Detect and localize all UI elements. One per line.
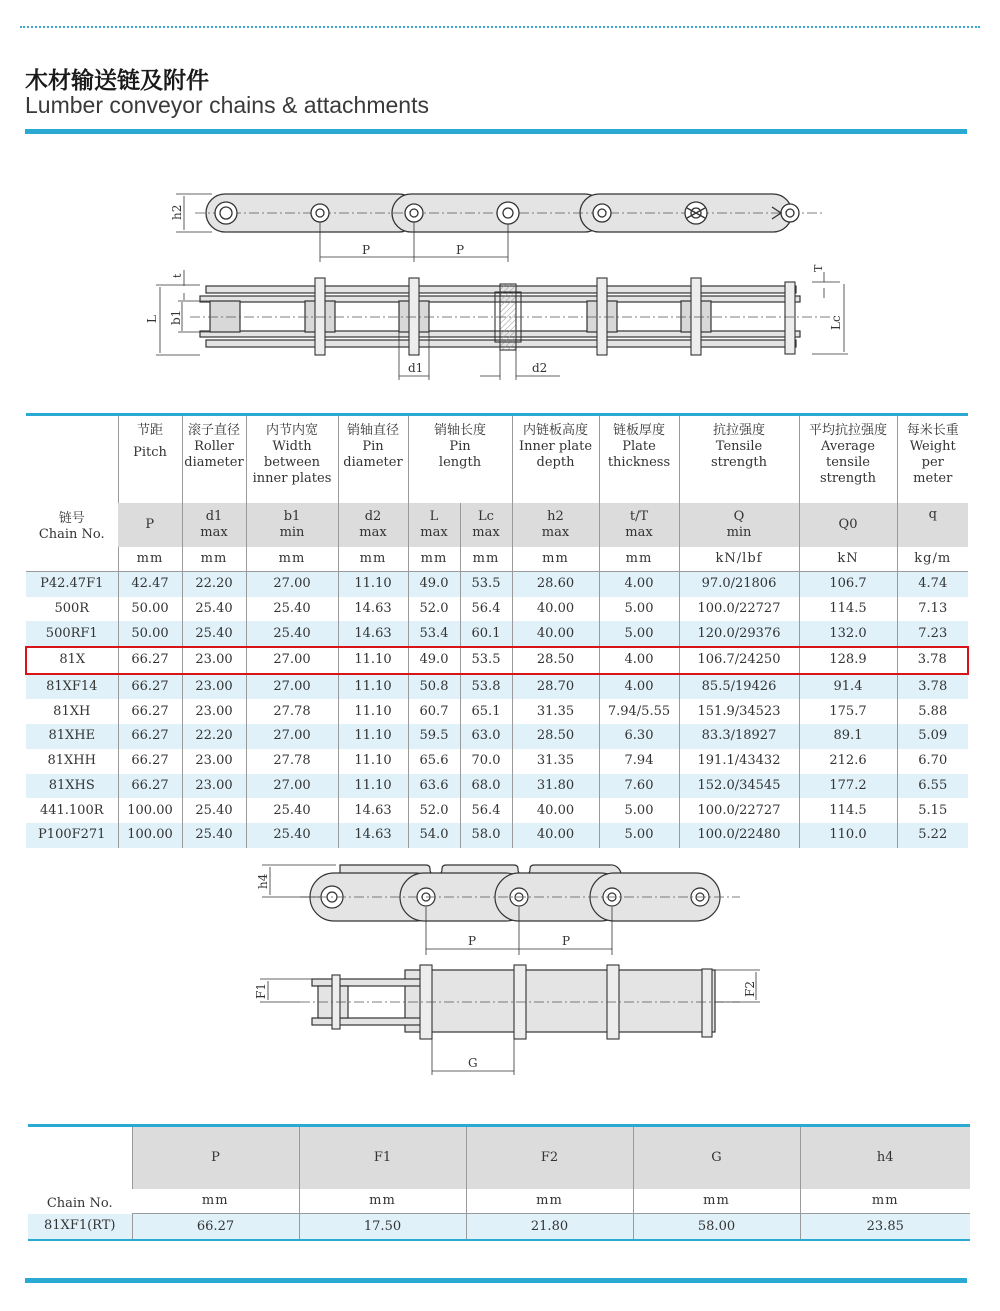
header-pitch-cn: 节距 [136,423,163,438]
header-tensile-cn: 抗拉强度 [712,423,765,438]
table-cell: 52.0 [408,597,460,622]
table-cell: 6.55 [897,774,968,799]
chain-no-cell: 81XHH [26,749,118,774]
table-cell: 7.94 [599,749,679,774]
header-plate-thickness [599,415,679,504]
table-cell: 27.78 [246,699,338,724]
table-cell: 97.0/21806 [679,572,799,597]
table-cell: 66.27 [118,699,182,724]
table-cell: 25.40 [182,823,246,848]
table-cell: 25.40 [246,798,338,823]
table-cell: 27.00 [246,647,338,674]
header-pin-length [408,415,512,504]
header-weight-en: Weight per meter [909,439,956,486]
table-cell: 14.63 [338,823,408,848]
table-cell: 31.35 [512,699,599,724]
symbol-p: P [118,503,182,547]
table-cell: 5.00 [599,798,679,823]
t2-header-g: G [633,1126,800,1190]
header-tensile-strength [679,415,799,504]
table-cell: 4.00 [599,572,679,597]
table-cell: 53.5 [460,647,512,674]
dim-h4-label: h4 [256,873,270,889]
table-cell: 7.60 [599,774,679,799]
table-cell: 5.15 [897,798,968,823]
chain-no-cell: 81XF14 [26,674,118,700]
table-cell: 28.50 [512,647,599,674]
header-pin-len-cn: 销轴长度 [433,423,486,438]
header-chain-no-en: Chain No. [38,527,105,542]
table-row [28,1214,970,1241]
chain-no-cell: P100F271 [26,823,118,848]
table-cell: 65.6 [408,749,460,774]
table-cell: 91.4 [799,674,897,700]
table-cell: 56.4 [460,798,512,823]
table-cell: 68.0 [460,774,512,799]
table-cell: 27.00 [246,674,338,700]
chain-no-cell: 81X [26,647,118,674]
table-cell: 52.0 [408,798,460,823]
page-title-en: Lumber conveyor chains & attachments [25,92,429,118]
table-cell: 128.9 [799,647,897,674]
unit-tt: mm [599,547,679,572]
symbol-lc: Lc max [460,503,512,547]
table-row [26,724,968,749]
symbol-d2: d2 max [338,503,408,547]
unit-q0: kN [799,547,897,572]
dim-p1-label: P [362,243,371,257]
table-cell: 5.88 [897,699,968,724]
header-inner-width [246,415,338,504]
table-cell: 100.0/22480 [679,823,799,848]
dim-d1-label: d1 [408,361,424,375]
t2-header-h4: h4 [800,1126,970,1190]
table-cell: 66.27 [118,774,182,799]
table-cell: 100.00 [118,798,182,823]
dim-l-label: L [145,315,159,323]
dim-tt-label: T [812,264,825,272]
table-cell: 31.35 [512,749,599,774]
symbol-q0: Q0 [799,503,897,547]
table-row [26,621,968,647]
table-cell: 151.9/34523 [679,699,799,724]
header-weight-cn: 每米长重 [906,423,959,438]
symbol-l: L max [408,503,460,547]
table-cell: 25.40 [182,798,246,823]
t2-unit-g: mm [633,1189,800,1214]
table-cell: 28.50 [512,724,599,749]
table-cell: 40.00 [512,621,599,647]
table-cell: 5.00 [599,621,679,647]
table-cell: 66.27 [118,749,182,774]
t2-unit-f2: mm [466,1189,633,1214]
header-pin-diameter [338,415,408,504]
table-cell: 89.1 [799,724,897,749]
symbol-b1: b1 min [246,503,338,547]
chain-no-cell: 500RF1 [26,621,118,647]
t2-cell: 23.85 [800,1214,970,1241]
table-cell: 7.23 [897,621,968,647]
table-row [26,823,968,848]
dim-h2-label: h2 [170,204,184,220]
t2-cell: 66.27 [132,1214,299,1241]
table-cell: 23.00 [182,674,246,700]
table-cell: 11.10 [338,699,408,724]
table-cell: 3.78 [897,674,968,700]
symbol-q: Q min [679,503,799,547]
table-cell: 31.80 [512,774,599,799]
t2-cell: 17.50 [299,1214,466,1241]
symbol-weight-q: q [897,503,968,547]
table-row [26,749,968,774]
table-cell: 63.0 [460,724,512,749]
chain-no-cell: P42.47F1 [26,572,118,597]
top-dotted-rule [20,26,980,28]
table-cell: 50.8 [408,674,460,700]
chain-no-cell: 441.100R [26,798,118,823]
table-cell: 25.40 [246,823,338,848]
table-row [26,798,968,823]
table-cell: 175.7 [799,699,897,724]
dim-p2-label: P [456,243,465,257]
table-cell: 50.00 [118,597,182,622]
t2-unit-h4: mm [800,1189,970,1214]
title-underline-bar [25,129,967,134]
table-cell: 25.40 [182,621,246,647]
unit-b1: mm [246,547,338,572]
dim-g-label: G [468,1056,478,1070]
unit-d1: mm [182,547,246,572]
table-cell: 14.63 [338,597,408,622]
table-cell: 212.6 [799,749,897,774]
header-roller-diameter [182,415,246,504]
table-cell: 40.00 [512,798,599,823]
table-row [26,674,968,700]
table-cell: 42.47 [118,572,182,597]
table-cell: 7.13 [897,597,968,622]
header-roller-en: Roller diameter [184,439,244,470]
bottom-bar [25,1278,967,1283]
table-cell: 27.78 [246,749,338,774]
chain-no-cell: 81XH [26,699,118,724]
attachment-plan-view [300,965,740,1039]
unit-l: mm [408,547,460,572]
dim2-p2-label: P [562,934,571,948]
table-cell: 54.0 [408,823,460,848]
chain-no-cell: 500R [26,597,118,622]
table-cell: 49.0 [408,647,460,674]
t2-header-f2: F2 [466,1126,633,1190]
table-cell: 5.09 [897,724,968,749]
table-cell: 6.30 [599,724,679,749]
table-cell: 6.70 [897,749,968,774]
header-pin-dia-en: Pin diameter [343,439,403,470]
table-cell: 83.3/18927 [679,724,799,749]
table-cell: 66.27 [118,674,182,700]
table-cell: 11.10 [338,647,408,674]
table-row [26,699,968,724]
table-cell: 25.40 [246,621,338,647]
attachment-spec-table [28,1124,970,1241]
symbol-h2: h2 max [512,503,599,547]
table-cell: 152.0/34545 [679,774,799,799]
table-cell: 11.10 [338,774,408,799]
header-inner-plate-depth [512,415,599,504]
table-cell: 65.1 [460,699,512,724]
table-cell: 106.7 [799,572,897,597]
table-cell: 4.00 [599,647,679,674]
table-cell: 66.27 [118,724,182,749]
chain-no-cell: 81XHS [26,774,118,799]
table-cell: 63.6 [408,774,460,799]
table-cell: 5.00 [599,597,679,622]
table-cell: 27.00 [246,724,338,749]
unit-d2: mm [338,547,408,572]
unit-blank [26,547,118,572]
table-cell: 114.5 [799,798,897,823]
dim-t-label: t [171,273,184,278]
table-cell: 7.94/5.55 [599,699,679,724]
header-avg-cn: 平均抗拉强度 [808,423,887,438]
table-cell: 106.7/24250 [679,647,799,674]
table-cell: 53.5 [460,572,512,597]
table-cell: 23.00 [182,699,246,724]
chain-drawing-top [140,180,860,380]
header-pitch [118,415,182,504]
dim-f2-label: F2 [743,981,757,997]
table-cell: 3.78 [897,647,968,674]
table-cell: 11.10 [338,674,408,700]
table-cell: 53.8 [460,674,512,700]
table-cell: 60.7 [408,699,460,724]
table-cell: 5.00 [599,823,679,848]
table-cell: 4.00 [599,674,679,700]
attachment-elevation-view [300,865,740,921]
header-plate-depth-en: Inner plate depth [518,439,593,470]
header-tensile-en: Tensile strength [710,439,768,470]
table-cell: 22.20 [182,572,246,597]
table-cell: 11.10 [338,572,408,597]
chain-spec-table [25,413,969,848]
table-cell: 25.40 [182,597,246,622]
dim2-p1-label: P [468,934,477,948]
table-cell: 100.0/22727 [679,597,799,622]
unit-q: kN/lbf [679,547,799,572]
table-cell: 66.27 [118,647,182,674]
table-cell: 14.63 [338,798,408,823]
header-avg-en: Average tensile strength [819,439,877,486]
t2-header-p: P [132,1126,299,1190]
table-cell: 27.00 [246,572,338,597]
table-cell: 50.00 [118,621,182,647]
table-row [26,647,968,674]
table-cell: 56.4 [460,597,512,622]
table-cell: 120.0/29376 [679,621,799,647]
table-cell: 28.70 [512,674,599,700]
t2-header-f1: F1 [299,1126,466,1190]
table-cell: 60.1 [460,621,512,647]
table-cell: 70.0 [460,749,512,774]
table-cell: 59.5 [408,724,460,749]
unit-p: mm [118,547,182,572]
table-cell: 100.00 [118,823,182,848]
chain-no-cell: 81XHE [26,724,118,749]
header-weight [897,415,968,504]
table-cell: 28.60 [512,572,599,597]
table-cell: 177.2 [799,774,897,799]
t2-cell: 81XF1(RT) [28,1214,132,1241]
table-cell: 11.10 [338,724,408,749]
table-cell: 100.0/22727 [679,798,799,823]
symbol-tt: t/T max [599,503,679,547]
header-pin-dia-cn: 销轴直径 [346,423,399,438]
table-cell: 110.0 [799,823,897,848]
chain-plan-view [190,278,830,355]
table-cell: 25.40 [246,597,338,622]
header-chain-no [26,415,118,548]
table-cell: 5.22 [897,823,968,848]
table-cell: 58.0 [460,823,512,848]
table-row [26,774,968,799]
header-thickness-en: Plate thickness [607,439,671,470]
t2-cell: 58.00 [633,1214,800,1241]
table-cell: 85.5/19426 [679,674,799,700]
t2-unit-f1: mm [299,1189,466,1214]
t2-header-chain-no: Chain No. [28,1126,132,1214]
dim-b1-label: b1 [169,309,183,325]
unit-h2: mm [512,547,599,572]
table-cell: 191.1/43432 [679,749,799,774]
header-width-en: Width between inner plates [252,439,332,486]
t2-cell: 21.80 [466,1214,633,1241]
table-cell: 53.4 [408,621,460,647]
table-cell: 23.00 [182,749,246,774]
header-thickness-cn: 链板厚度 [612,423,665,438]
table-cell: 27.00 [246,774,338,799]
header-pitch-en: Pitch [133,445,167,460]
dim-d2-label: d2 [532,361,548,375]
table-cell: 23.00 [182,774,246,799]
header-plate-depth-cn: 内链板高度 [522,423,588,438]
header-chain-no-cn: 链号 [58,511,85,526]
table-cell: 132.0 [799,621,897,647]
table-cell: 114.5 [799,597,897,622]
header-roller-cn: 滚子直径 [187,423,240,438]
table-cell: 40.00 [512,597,599,622]
t2-unit-p: mm [132,1189,299,1214]
symbol-d1: d1 max [182,503,246,547]
header-width-cn: 内节内宽 [265,423,318,438]
table-cell: 49.0 [408,572,460,597]
table-cell: 14.63 [338,621,408,647]
table-cell: 4.74 [897,572,968,597]
dim-f1-label: F1 [254,983,268,999]
attachment-chain-drawing [240,855,780,1075]
header-average-tensile [799,415,897,504]
table-cell: 40.00 [512,823,599,848]
page-title-cn: 木材输送链及附件 [25,68,209,94]
dim-lc-label: Lc [829,315,843,330]
table-cell: 22.20 [182,724,246,749]
table-cell: 23.00 [182,647,246,674]
table-row [26,597,968,622]
table-cell: 11.10 [338,749,408,774]
unit-weight: kg/m [897,547,968,572]
table-row [26,572,968,597]
unit-lc: mm [460,547,512,572]
header-pin-len-en: Pin length [438,439,482,470]
